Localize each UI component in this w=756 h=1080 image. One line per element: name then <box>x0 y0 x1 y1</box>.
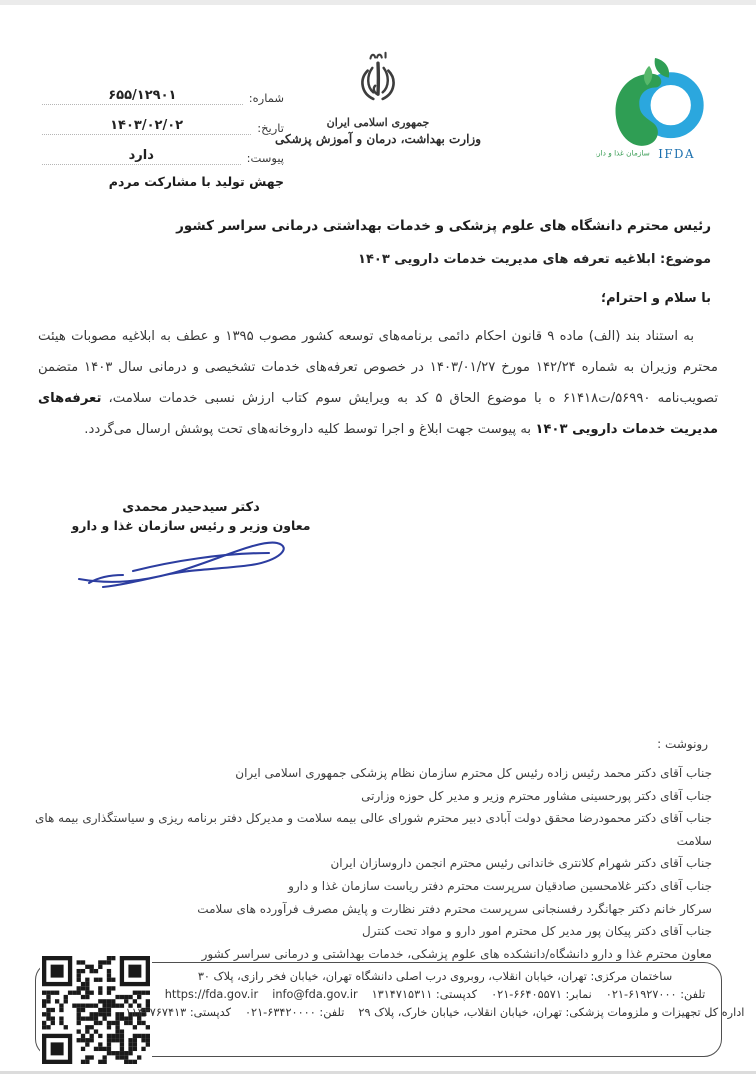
website-text: https://fda.gov.ir <box>164 988 259 1001</box>
letter-date-line <box>42 114 251 135</box>
letter-number-row <box>42 84 284 105</box>
cc-item: جناب آقای دکتر محمودرضا محقق دولت آبادی دبیر محترم شورای عالی بیمه سلامت و مدیرکل دفتر برنامه ریزی و سیاستگذاری بیمه های سلامت <box>34 811 712 848</box>
body-paragraph <box>38 321 718 445</box>
equipment-phone-label: تلفن: <box>319 1006 345 1019</box>
ifda-acronym: IFDA <box>658 147 695 162</box>
letter-date-label: تاریخ: <box>257 121 284 135</box>
letter-attachment-label: پیوست: <box>246 151 284 165</box>
ifda-logo-icon <box>596 56 714 172</box>
phone-label: تلفن: <box>680 988 706 1001</box>
letter-attachment-value: دارد <box>128 148 154 163</box>
cc-item: جناب آقای دکتر محمد رئیس زاده رئیس کل محترم سازمان نظام پزشکی جمهوری اسلامی ایران <box>235 766 712 780</box>
ministry-name: وزارت بهداشت، درمان و آموزش پزشکی <box>275 132 481 146</box>
equipment-office-address: اداره کل تجهیزات و ملزومات پزشکی: تهران، خیابان انقلاب، خیابان خارک، پلاک ۲۹ <box>358 1006 745 1019</box>
scan-edge-top <box>0 0 756 5</box>
postal-code-label: کدپستی: <box>435 988 478 1001</box>
cc-item: جناب آقای دکتر پیکان پور مدیر کل محترم امور دارو و مواد تحت کنترل <box>361 924 712 939</box>
fax-value: ۰۲۱-۶۶۴۰۵۵۷۱ <box>491 988 562 1001</box>
subject-line: موضوع: ابلاغیه تعرفه های مدیریت خدمات دارویی ۱۴۰۳ <box>358 252 711 267</box>
cc-label: رونوشت : <box>657 737 708 751</box>
footer-contact-block <box>125 970 745 1024</box>
ministry-header <box>258 50 498 146</box>
body-text-part1: به استناد بند (الف) ماده ۹ قانون احکام دائمی برنامه‌های توسعه کشور مصوب ۱۳۹۵ و عطف به ابلاغیه مصوبات هیئت محترم وزیران به شماره ۱۴۲/۲۴ مورخ ۱۴۰۳/۰۱/۲۷ در خصوص تعرفه‌های خدمات تشخیصی و درمانی سال ۱۴۰۳ متضمن تصویب‌نامه ۵۶۹۹۰/ت۶۱۴۱۸ ه با موضوع الحاق ۵ کد به ویرایش سوم کتاب ارزش نسبی خدمات سلامت، <box>38 329 718 406</box>
cc-item: جناب آقای دکتر غلامحسین صادقیان سرپرست محترم دفتر ریاست سازمان غذا و دارو <box>288 878 712 893</box>
postal-code-value: ۱۳۱۴۷۱۵۳۱۱ <box>371 988 433 1001</box>
letter-number-line <box>42 84 243 105</box>
email-text: info@fda.gov.ir <box>272 988 358 1001</box>
ifda-persian-name: سازمان غذا و دارو <box>596 148 650 158</box>
letter-date-row <box>42 114 284 135</box>
equipment-postal-value: ۱۱۳۳۷۶۷۴۱۳ <box>125 1006 187 1019</box>
footer-contact-line <box>162 988 708 1001</box>
letter-number-label: شماره: <box>248 91 284 105</box>
letter-attachment-line <box>42 144 241 165</box>
cc-item: جناب آقای دکتر پورحسینی مشاور محترم وزیر و مدیر کل حوزه وزارتی <box>361 788 712 803</box>
body-bold-phrase: تعرفه‌های مدیریت خدمات دارویی ۱۴۰۳ <box>38 391 718 437</box>
signature-block <box>66 500 316 597</box>
iran-national-emblem-icon <box>347 50 409 114</box>
cc-item: سرکار خانم دکتر جهانگرد رفسنجانی سرپرست محترم دفتر نظارت و پایش مصرف فرآورده های سلامت <box>197 901 712 916</box>
year-slogan: جهش تولید با مشارکت مردم <box>108 174 284 189</box>
cc-item: جناب آقای دکتر شهرام کلانتری خاندانی رئیس محترم انجمن داروسازان ایران <box>330 856 712 871</box>
phone-value: ۰۲۱-۶۱۹۲۷۰۰۰ <box>605 988 677 1001</box>
ifda-logo <box>594 56 716 176</box>
fax-label: نمابر: <box>565 988 592 1001</box>
letter-number-value: ۶۵۵/۱۲۹۰۱ <box>108 88 177 103</box>
handwritten-signature-icon <box>73 531 309 593</box>
fax-pair <box>491 988 592 1001</box>
signatory-name: دکتر سیدحیدر محمدی <box>122 500 260 515</box>
body-text-part2: به پیوست جهت ابلاغ و اجرا توسط کلیه داروخانه‌های تحت پوشش ارسال می‌گردد. <box>84 422 536 437</box>
equipment-postal-label: کدپستی: <box>189 1006 231 1019</box>
cc-item: معاون محترم غذا و دارو دانشگاه/دانشکده های علوم پزشکی، خدمات بهداشتی و درمانی سراسر کشور <box>201 946 712 961</box>
postal-pair <box>372 988 477 1001</box>
letter-date-value: ۱۴۰۳/۰۲/۰۲ <box>110 118 184 133</box>
letterhead-meta <box>42 84 284 189</box>
equipment-postal-pair <box>126 1006 231 1019</box>
equipment-phone-pair <box>245 1006 344 1019</box>
central-building-address: ساختمان مرکزی: تهران، خیابان انقلاب، روبروی درب اصلی دانشگاه تهران، خیابان فخر رازی، پلاک ۳۰ <box>197 970 673 983</box>
recipient-line: رئیس محترم دانشگاه های علوم پزشکی و خدمات بهداشتی درمانی سراسر کشور <box>176 218 711 234</box>
footer-address-line <box>162 970 708 983</box>
signatory-title: معاون وزیر و رئیس سازمان غذا و دارو <box>71 518 311 533</box>
footer-equipment-line <box>125 1006 745 1019</box>
letter-attachment-row <box>42 144 284 165</box>
scan-edge-bottom <box>0 1071 756 1074</box>
cc-list <box>0 762 712 965</box>
phone-pair <box>606 988 705 1001</box>
equipment-phone-value: ۰۲۱-۶۳۴۲۰۰۰۰ <box>244 1006 316 1019</box>
salutation-line: با سلام و احترام؛ <box>600 291 711 306</box>
country-name: جمهوری اسلامی ایران <box>326 116 430 129</box>
